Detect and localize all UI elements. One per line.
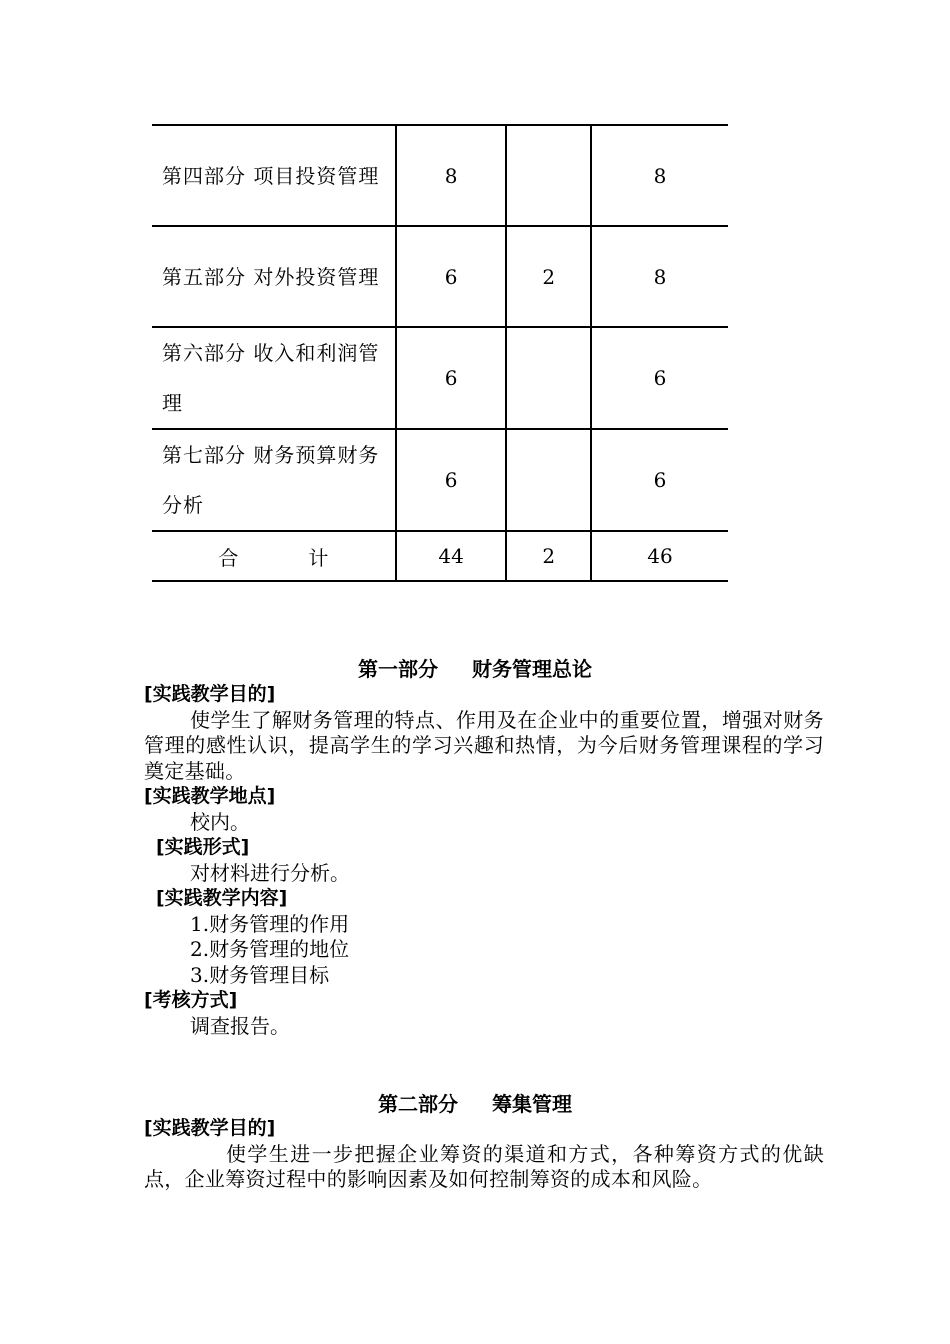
part1-content-heading: [实践教学内容]: [156, 887, 288, 909]
total-label-1: 合: [218, 545, 239, 570]
part1-title-name: 财务管理总论: [472, 657, 592, 681]
row-name: 第六部分 收入和利润管理: [152, 327, 396, 429]
part1-title-prefix: 第一部分: [358, 657, 438, 681]
part1-content-item: 2.财务管理的地位: [190, 937, 350, 961]
row-hours-total: 6: [591, 429, 728, 531]
row-name: 第四部分 项目投资管理: [152, 125, 396, 226]
part2-title-prefix: 第二部分: [378, 1092, 458, 1116]
row-hours-a: 6: [396, 429, 507, 531]
hours-table-wrapper: [152, 124, 728, 582]
total-hours-b: 2: [506, 531, 591, 581]
part1-title: [0, 656, 950, 682]
row-hours-a: 6: [396, 327, 507, 429]
row-name: 第七部分 财务预算财务分析: [152, 429, 396, 531]
table-total-row: [152, 531, 728, 581]
part1-location-heading: [实践教学地点]: [144, 785, 276, 807]
row-hours-total: 6: [591, 327, 728, 429]
part1-assessment-text: 调查报告。: [190, 1013, 290, 1038]
total-label-2: 计: [308, 545, 329, 570]
part1-content-item: 1.财务管理的作用: [190, 911, 350, 936]
table-row: [152, 226, 728, 327]
part2-body: [144, 1116, 824, 1193]
row-hours-a: 8: [396, 125, 507, 226]
table-row: [152, 125, 728, 226]
row-hours-b: [506, 327, 591, 429]
row-hours-b: [506, 125, 591, 226]
row-hours-b: [506, 429, 591, 531]
part1-purpose-text: 使学生了解财务管理的特点、作用及在企业中的重要位置，增强对财务管理的感性认识，提高学生的学习兴趣和热情，为今后财务管理课程的学习奠定基础。: [144, 707, 824, 783]
row-hours-b: 2: [506, 226, 591, 327]
row-name: 第五部分 对外投资管理: [152, 226, 396, 327]
table-row: [152, 429, 728, 531]
row-hours-total: 8: [591, 125, 728, 226]
part1-assessment-heading: [考核方式]: [144, 989, 238, 1011]
part1-location-text: 校内。: [190, 809, 250, 834]
hours-table: [152, 124, 728, 582]
part2-title-name: 筹集管理: [492, 1092, 572, 1116]
total-hours-total: 46: [591, 531, 728, 581]
part1-form-text: 对材料进行分析。: [190, 860, 350, 885]
part1-body: [144, 682, 824, 1039]
part1-purpose-heading: [实践教学目的]: [144, 683, 276, 705]
table-row: [152, 327, 728, 429]
row-hours-total: 8: [591, 226, 728, 327]
part2-purpose-text: 使学生进一步把握企业筹资的渠道和方式，各种筹资方式的优缺点，企业筹资过程中的影响因素及如何控制筹资的成本和风险。: [144, 1141, 824, 1191]
total-label: [152, 531, 396, 581]
row-hours-a: 6: [396, 226, 507, 327]
part1-form-heading: [实践形式]: [156, 836, 250, 858]
part1-content-item: 3.财务管理目标: [190, 962, 330, 987]
part2-purpose-heading: [实践教学目的]: [144, 1117, 276, 1139]
part2-title: [0, 1091, 950, 1117]
total-hours-a: 44: [396, 531, 507, 581]
